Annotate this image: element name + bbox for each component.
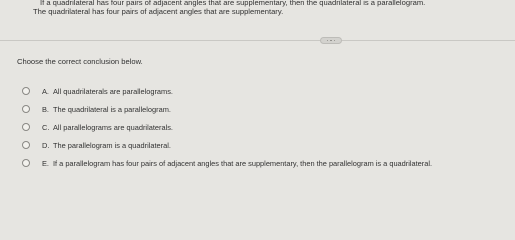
option-text: All parallelograms are quadrilaterals.: [53, 122, 173, 132]
question-prompt: Choose the correct conclusion below.: [17, 57, 143, 66]
dot: [330, 40, 332, 42]
option-a[interactable]: [22, 82, 512, 100]
option-letter: C.: [42, 122, 50, 132]
option-text: The quadrilateral is a parallelogram.: [53, 104, 171, 114]
option-letter: D.: [42, 140, 50, 150]
radio-button[interactable]: [22, 123, 30, 131]
option-letter: B.: [42, 104, 49, 114]
dot: [327, 40, 329, 42]
radio-button[interactable]: [22, 87, 30, 95]
option-text: The parallelogram is a quadrilateral.: [53, 140, 171, 150]
premise-given: The quadrilateral has four pairs of adjacent angles that are supplementary.: [33, 7, 284, 16]
option-d[interactable]: [22, 136, 512, 154]
option-letter: E.: [42, 158, 49, 168]
option-letter: A.: [42, 86, 49, 96]
question-premise: [33, 0, 510, 17]
option-e[interactable]: [22, 154, 512, 172]
answer-options: [22, 82, 512, 172]
option-text: All quadrilaterals are parallelograms.: [53, 86, 173, 96]
premise-statement: If a quadrilateral has four pairs of adjacent angles that are supplementary, then the quadrilateral is a parallelogram.: [40, 0, 426, 7]
radio-button[interactable]: [22, 141, 30, 149]
option-c[interactable]: [22, 118, 512, 136]
dot: [334, 40, 336, 42]
radio-button[interactable]: [22, 105, 30, 113]
radio-button[interactable]: [22, 159, 30, 167]
option-b[interactable]: [22, 100, 512, 118]
more-dots-icon[interactable]: [320, 37, 342, 44]
option-text: If a parallelogram has four pairs of adjacent angles that are supplementary, then the parallelogram is a quadrilateral.: [53, 158, 433, 168]
section-divider: [0, 40, 515, 41]
